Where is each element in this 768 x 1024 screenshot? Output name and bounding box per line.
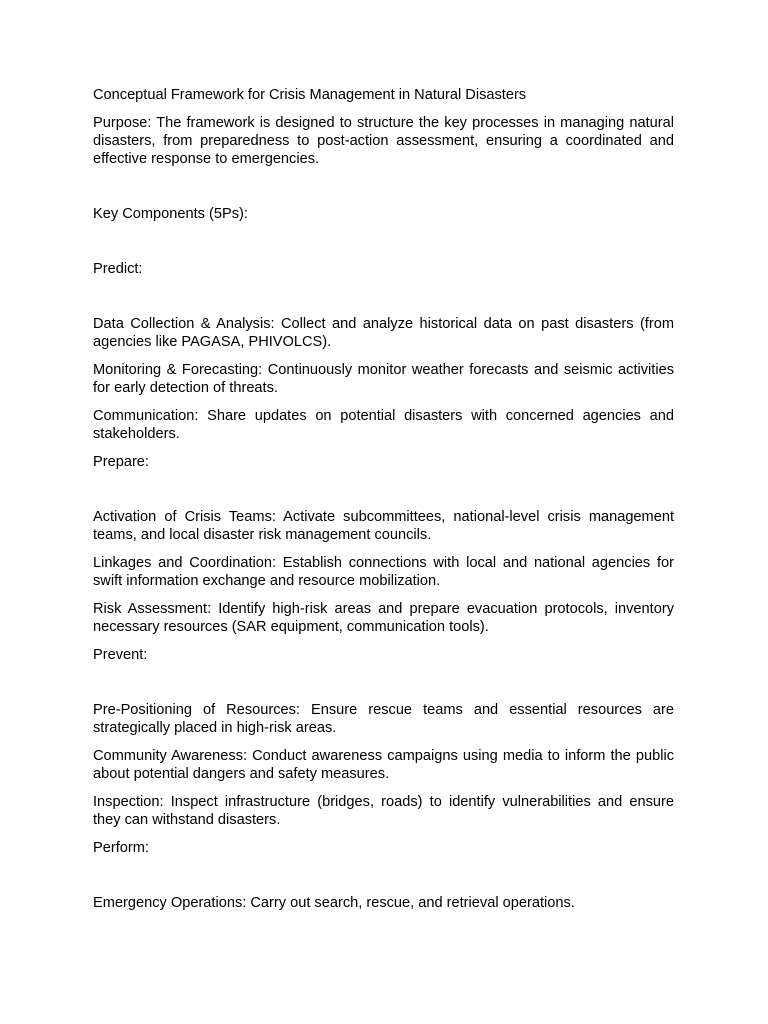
key-components-heading: Key Components (5Ps): <box>93 206 248 223</box>
perform-item-emergency-operations: Emergency Operations: Carry out search, rescue, and retrieval operations. <box>93 895 575 912</box>
prevent-item-inspection: Inspection: Inspect infrastructure (bridges, roads) to identify vulnerabilities and ensure they can withstand disasters. <box>93 794 674 829</box>
predict-item-monitoring: Monitoring & Forecasting: Continuously monitor weather forecasts and seismic activities for early detection of threats. <box>93 361 674 397</box>
prepare-item-risk-assessment: Risk Assessment: Identify high-risk areas and prepare evacuation protocols, inventory necessary resources (SAR equipment, communication tools). <box>93 601 674 636</box>
purpose-paragraph: Purpose: The framework is designed to structure the key processes in managing natural disasters, from preparedness to post-action assessment, ensuring a coordinated and effective response to emergencies. <box>93 114 674 168</box>
prepare-item-activation: Activation of Crisis Teams: Activate subcommittees, national-level crisis management teams, and local disaster risk management councils. <box>93 508 674 544</box>
predict-item-communication: Communication: Share updates on potential disasters with concerned agencies and stakeholders. <box>93 407 674 443</box>
predict-item-data-collection: Data Collection & Analysis: Collect and analyze historical data on past disasters (from agencies like PAGASA, PHIVOLCS). <box>93 315 674 351</box>
prepare-heading: Prepare: <box>93 454 149 471</box>
predict-heading: Predict: <box>93 260 143 277</box>
document-title: Conceptual Framework for Crisis Management in Natural Disasters <box>93 87 527 103</box>
prevent-item-community-awareness: Community Awareness: Conduct awareness campaigns using media to inform the public about potential dangers and safety measures. <box>93 748 674 783</box>
document-page <box>93 86 674 922</box>
prepare-item-linkages: Linkages and Coordination: Establish connections with local and national agencies for swift information exchange and resource mobilization. <box>93 554 674 590</box>
perform-heading: Perform: <box>93 840 149 857</box>
prevent-heading: Prevent: <box>93 647 148 664</box>
prevent-item-pre-positioning: Pre-Positioning of Resources: Ensure rescue teams and essential resources are strategically placed in high-risk areas. <box>93 701 674 737</box>
